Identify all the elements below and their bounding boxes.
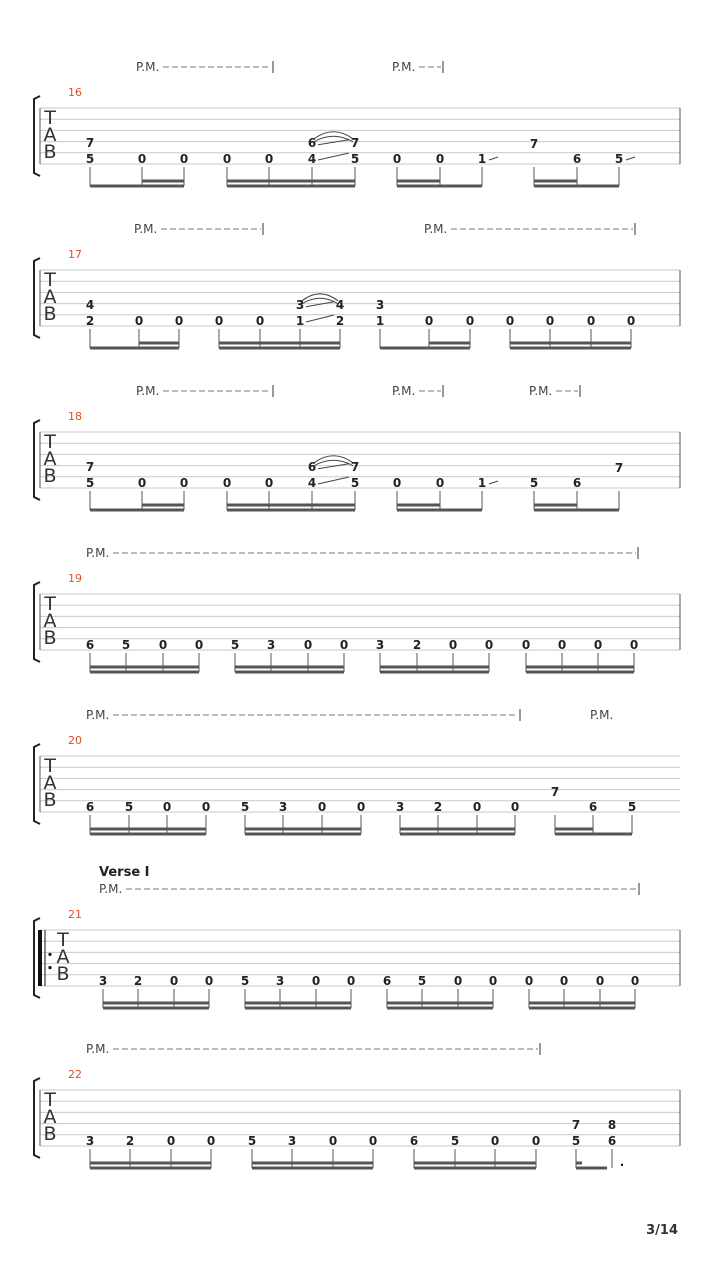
fret-number: 5 xyxy=(627,800,637,814)
tab-clef-t: T xyxy=(44,269,56,291)
system-measure-21 xyxy=(34,865,680,1008)
tab-clef-a: A xyxy=(56,946,70,968)
fret-number: 3 xyxy=(375,638,385,652)
fret-number: 3 xyxy=(98,974,108,988)
fret-number: 2 xyxy=(335,314,345,328)
fret-number: 5 xyxy=(85,152,95,166)
fret-number: 7 xyxy=(571,1117,581,1132)
fret-number: 0 xyxy=(346,974,356,988)
fret-number: 2 xyxy=(433,800,443,814)
fret-number: 4 xyxy=(85,297,95,312)
fret-number: 2 xyxy=(125,1134,135,1148)
fret-number: 0 xyxy=(531,1134,541,1148)
palm-mute-label: P.M. xyxy=(590,708,614,722)
fret-number: 4 xyxy=(307,476,317,490)
fret-number: 3 xyxy=(278,800,288,814)
fret-number: 6 xyxy=(607,1134,617,1148)
tab-clef-b: B xyxy=(43,465,57,487)
repeat-dot xyxy=(48,966,51,969)
dot-mark: . xyxy=(619,1155,625,1169)
fret-number: 0 xyxy=(317,800,327,814)
measure-number: 18 xyxy=(68,410,82,423)
measure-number: 17 xyxy=(68,248,82,261)
measure-number: 16 xyxy=(68,86,82,99)
slur-arc xyxy=(302,294,338,301)
system-bracket xyxy=(34,744,40,824)
palm-mute-label: P.M. xyxy=(392,384,416,398)
fret-number: 6 xyxy=(307,135,317,150)
measure-number: 22 xyxy=(68,1068,82,1081)
section-marker: Verse I xyxy=(99,865,150,880)
fret-number: 0 xyxy=(435,152,445,166)
fret-number: 6 xyxy=(409,1134,419,1148)
tab-clef-a: A xyxy=(43,124,57,146)
tab-clef-b: B xyxy=(43,627,57,649)
fret-number: 0 xyxy=(586,314,596,328)
tab-clef-a: A xyxy=(43,286,57,308)
fret-number: 0 xyxy=(472,800,482,814)
palm-mute-label: P.M. xyxy=(99,882,123,896)
fret-number: 6 xyxy=(572,476,582,490)
fret-number: 0 xyxy=(158,638,168,652)
fret-number: 0 xyxy=(453,974,463,988)
slur-arc xyxy=(314,456,353,463)
page-indicator: 3/14 xyxy=(646,1223,678,1238)
fret-number: 0 xyxy=(194,638,204,652)
fret-number: 0 xyxy=(595,974,605,988)
fret-number: 6 xyxy=(382,974,392,988)
tab-clef-t: T xyxy=(44,431,56,453)
system-measure-22 xyxy=(34,1042,680,1169)
fret-number: 5 xyxy=(529,476,539,490)
fret-number: 5 xyxy=(230,638,240,652)
fret-number: 0 xyxy=(490,1134,500,1148)
fret-number: 0 xyxy=(222,476,232,490)
fret-number: 0 xyxy=(174,314,184,328)
fret-number: 7 xyxy=(85,459,95,474)
fret-number: 0 xyxy=(255,314,265,328)
slide-out-mark xyxy=(489,481,498,484)
fret-number: 6 xyxy=(307,459,317,474)
fret-number: 1 xyxy=(477,476,487,490)
fret-number: 0 xyxy=(392,152,402,166)
tab-clef-b: B xyxy=(43,303,57,325)
fret-number: 0 xyxy=(559,974,569,988)
fret-number: 0 xyxy=(328,1134,338,1148)
fret-number: 0 xyxy=(339,638,349,652)
slur-arc xyxy=(314,136,353,142)
fret-number: 0 xyxy=(484,638,494,652)
palm-mute-label: P.M. xyxy=(424,222,448,236)
fret-number: 8 xyxy=(607,1117,617,1132)
fret-number: 2 xyxy=(412,638,422,652)
tab-clef-a: A xyxy=(43,610,57,632)
fret-number: 0 xyxy=(166,1134,176,1148)
slur-arc xyxy=(314,460,353,466)
fret-number: 0 xyxy=(264,476,274,490)
fret-number: 0 xyxy=(137,152,147,166)
fret-number: 3 xyxy=(266,638,276,652)
fret-number: 0 xyxy=(557,638,567,652)
palm-mute-label: P.M. xyxy=(86,708,110,722)
fret-number: 7 xyxy=(529,136,539,151)
tab-clef-b: B xyxy=(43,789,57,811)
fret-number: 0 xyxy=(137,476,147,490)
system-bracket xyxy=(34,96,40,176)
fret-number: 3 xyxy=(375,297,385,312)
fret-number: 5 xyxy=(450,1134,460,1148)
fret-number: 7 xyxy=(85,135,95,150)
palm-mute-label: P.M. xyxy=(86,1042,110,1056)
fret-number: 0 xyxy=(465,314,475,328)
fret-number: 6 xyxy=(588,800,598,814)
fret-number: 0 xyxy=(626,314,636,328)
fret-number: 7 xyxy=(350,459,360,474)
fret-number: 0 xyxy=(356,800,366,814)
tab-clef-b: B xyxy=(43,1123,57,1145)
fret-number: 0 xyxy=(435,476,445,490)
fret-number: 0 xyxy=(303,638,313,652)
palm-mute-label: P.M. xyxy=(86,546,110,560)
slide-line xyxy=(318,464,349,469)
fret-number: 1 xyxy=(477,152,487,166)
fret-number: 6 xyxy=(572,152,582,166)
tab-clef-b: B xyxy=(56,963,70,985)
fret-number: 0 xyxy=(134,314,144,328)
repeat-thick-bar xyxy=(38,930,42,986)
slide-line xyxy=(318,140,349,145)
fret-number: 7 xyxy=(614,460,624,475)
fret-number: 0 xyxy=(545,314,555,328)
fret-number: 5 xyxy=(350,152,360,166)
measure-number: 20 xyxy=(68,734,82,747)
fret-number: 5 xyxy=(240,974,250,988)
system-measure-17 xyxy=(34,222,680,348)
fret-number: 5 xyxy=(240,800,250,814)
measure-number: 19 xyxy=(68,572,82,585)
fret-number: 5 xyxy=(417,974,427,988)
tab-clef-t: T xyxy=(44,755,56,777)
tab-clef-t: T xyxy=(57,929,69,951)
fret-number: 0 xyxy=(488,974,498,988)
system-measure-16 xyxy=(34,60,680,186)
fret-number: 0 xyxy=(206,1134,216,1148)
system-bracket xyxy=(34,1078,40,1158)
system-measure-19 xyxy=(34,546,680,672)
fret-number: 5 xyxy=(247,1134,257,1148)
fret-number: 6 xyxy=(85,638,95,652)
fret-number: 2 xyxy=(85,314,95,328)
fret-number: 0 xyxy=(179,476,189,490)
fret-number: 0 xyxy=(630,974,640,988)
slur-arc xyxy=(302,298,338,304)
fret-number: 7 xyxy=(550,784,560,799)
fret-number: 0 xyxy=(524,974,534,988)
fret-number: 4 xyxy=(307,152,317,166)
palm-mute-label: P.M. xyxy=(529,384,553,398)
tab-clef-t: T xyxy=(44,107,56,129)
tab-clef-t: T xyxy=(44,593,56,615)
fret-number: 3 xyxy=(395,800,405,814)
fret-number: 0 xyxy=(214,314,224,328)
fret-number: 5 xyxy=(614,152,624,166)
fret-number: 3 xyxy=(275,974,285,988)
palm-mute-label: P.M. xyxy=(134,222,158,236)
fret-number: 4 xyxy=(335,297,345,312)
slur-arc xyxy=(314,132,353,139)
palm-mute-label: P.M. xyxy=(392,60,416,74)
fret-number: 0 xyxy=(448,638,458,652)
fret-number: 3 xyxy=(85,1134,95,1148)
fret-number: 3 xyxy=(295,297,305,312)
fret-number: 0 xyxy=(368,1134,378,1148)
fret-number: 0 xyxy=(264,152,274,166)
fret-number: 0 xyxy=(179,152,189,166)
fret-number: 0 xyxy=(169,974,179,988)
fret-number: 0 xyxy=(505,314,515,328)
fret-number: 1 xyxy=(295,314,305,328)
fret-number: 0 xyxy=(201,800,211,814)
fret-number: 0 xyxy=(424,314,434,328)
fret-number: 2 xyxy=(133,974,143,988)
fret-number: 0 xyxy=(311,974,321,988)
fret-number: 5 xyxy=(571,1134,581,1148)
fret-number: 0 xyxy=(593,638,603,652)
system-bracket xyxy=(34,582,40,662)
slide-line xyxy=(318,153,349,160)
system-bracket xyxy=(34,420,40,500)
fret-number: 5 xyxy=(85,476,95,490)
tab-clef-b: B xyxy=(43,141,57,163)
tab-clef-a: A xyxy=(43,1106,57,1128)
fret-number: 0 xyxy=(521,638,531,652)
system-measure-18 xyxy=(34,384,680,510)
fret-number: 0 xyxy=(392,476,402,490)
slide-out-mark xyxy=(626,157,635,160)
fret-number: 5 xyxy=(350,476,360,490)
fret-number: 0 xyxy=(222,152,232,166)
system-bracket xyxy=(34,258,40,338)
fret-number: 0 xyxy=(162,800,172,814)
slide-line xyxy=(318,477,349,484)
measure-number: 21 xyxy=(68,908,82,921)
fret-number: 6 xyxy=(85,800,95,814)
fret-number: 0 xyxy=(629,638,639,652)
fret-number: 0 xyxy=(510,800,520,814)
fret-number: 1 xyxy=(375,314,385,328)
palm-mute-label: P.M. xyxy=(136,384,160,398)
tab-clef-a: A xyxy=(43,448,57,470)
palm-mute-label: P.M. xyxy=(136,60,160,74)
fret-number: 3 xyxy=(287,1134,297,1148)
fret-number: 5 xyxy=(121,638,131,652)
tab-clef-t: T xyxy=(44,1089,56,1111)
slide-line xyxy=(306,315,334,322)
fret-number: 7 xyxy=(350,135,360,150)
fret-number: 5 xyxy=(124,800,134,814)
system-measure-20 xyxy=(34,708,680,834)
fret-number: 0 xyxy=(204,974,214,988)
slide-line xyxy=(306,302,334,307)
slide-out-mark xyxy=(489,157,498,160)
repeat-dot xyxy=(48,953,51,956)
tab-clef-a: A xyxy=(43,772,57,794)
